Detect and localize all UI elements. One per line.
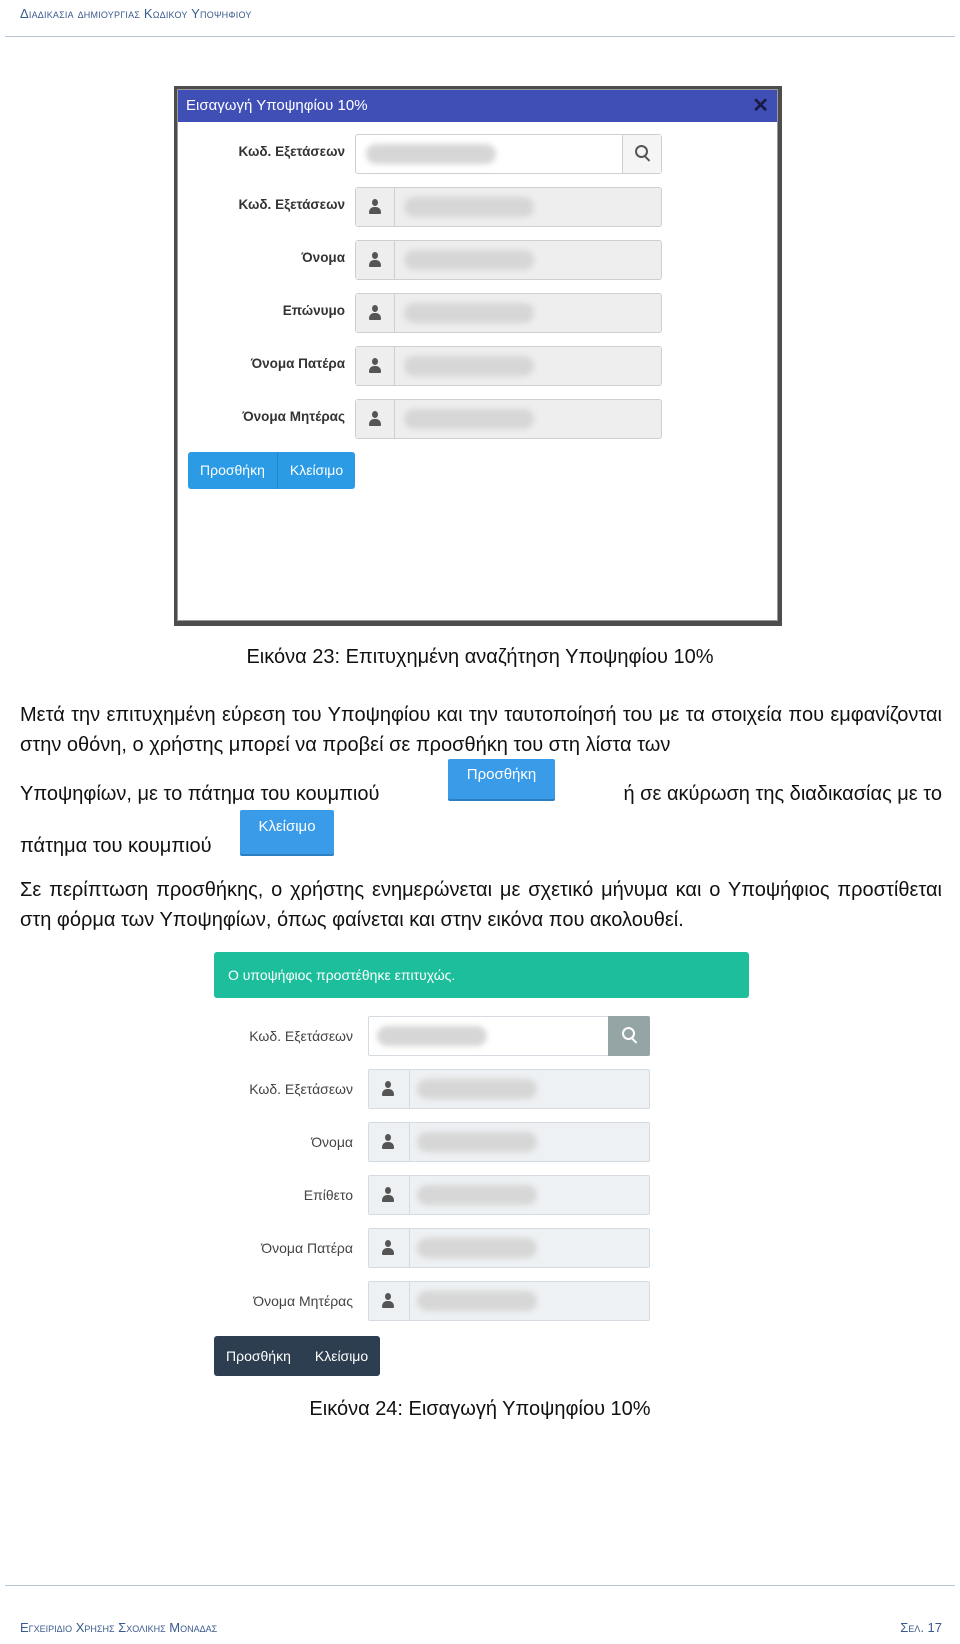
exam-code-field[interactable] (368, 1069, 650, 1109)
form-row-first-name (200, 1122, 660, 1164)
field-addon (356, 188, 395, 226)
field-label: Όνομα (311, 1134, 353, 1150)
footer-divider (5, 1585, 955, 1586)
field-addon (369, 1229, 410, 1267)
user-icon (369, 305, 381, 321)
paragraph-1a: Μετά την επιτυχημένη εύρεση του Υποψηφίου και την ταυτοποίησή του με τα στοιχεία που εμφανίζονται στην οθόνη, ο χρήστης μπορεί να προβεί σε προσθήκη του στη λίστα των (20, 704, 942, 756)
form-row-exam-code-search (178, 134, 777, 174)
user-icon (382, 1081, 394, 1097)
user-icon (382, 1134, 394, 1150)
add-button[interactable]: Προσθήκη (226, 1348, 291, 1364)
blurred-value (404, 250, 534, 270)
close-button[interactable]: Κλείσιμο (277, 452, 355, 489)
user-icon (369, 199, 381, 215)
close-icon[interactable]: ✕ (752, 95, 769, 117)
user-icon (369, 358, 381, 374)
field-label: Επώνυμο (282, 303, 345, 318)
form-row-first-name (178, 240, 777, 280)
form-row-exam-code (178, 187, 777, 227)
field-label: Επίθετο (303, 1187, 353, 1203)
form-row-father-name (200, 1228, 660, 1270)
field-addon (369, 1176, 410, 1214)
footer-title: Εγχειριδιο Χρησης Σχολικης Μοναδας (20, 1620, 218, 1635)
user-icon (382, 1293, 394, 1309)
form-row-exam-code (200, 1069, 660, 1111)
field-label: Όνομα (301, 250, 345, 265)
field-addon (356, 347, 395, 385)
form-row-surname (200, 1175, 660, 1217)
dialog-title: Εισαγωγή Υποψηφίου 10% (186, 97, 368, 114)
dialog-titlebar (178, 90, 777, 122)
user-icon (382, 1187, 394, 1203)
success-alert: Ο υποψήφιος προστέθηκε επιτυχώς. (214, 952, 749, 998)
field-label: Όνομα Μητέρας (253, 1293, 353, 1309)
search-button[interactable] (622, 135, 661, 173)
blurred-value (417, 1238, 537, 1258)
paragraph-2: Σε περίπτωση προσθήκης, ο χρήστης ενημερώνεται με σχετικό μήνυμα και ο Υποψήφιος προστίθεται στη φόρμα των Υποψηφίων, όπως φαίνεται και στην εικόνα που ακολουθεί. (20, 879, 942, 931)
page-header: Διαδικασια δημιουργιας Κωδικου Υποψηφιου (20, 6, 252, 21)
blurred-value (377, 1026, 487, 1046)
first-name-field[interactable] (368, 1122, 650, 1162)
blurred-value (404, 197, 534, 217)
mother-name-field[interactable] (368, 1281, 650, 1321)
header-divider (5, 36, 955, 37)
exam-code-field[interactable] (355, 187, 662, 227)
user-icon (382, 1240, 394, 1256)
field-addon (369, 1123, 410, 1161)
add-button[interactable]: Προσθήκη (200, 462, 265, 478)
user-icon (369, 252, 381, 268)
paragraph-1b-left: Υποψηφίων, με το πάτημα του κουμπιού (20, 783, 380, 805)
field-addon (356, 294, 395, 332)
form-button-group (214, 1336, 380, 1376)
surname-field[interactable] (368, 1175, 650, 1215)
search-button[interactable] (608, 1016, 650, 1056)
inline-add-button: Προσθήκη (448, 759, 555, 799)
field-addon (356, 241, 395, 279)
father-name-field[interactable] (355, 346, 662, 386)
form-row-father-name (178, 346, 777, 386)
exam-code-search-input[interactable] (355, 134, 662, 174)
inline-close-button: Κλείσιμο (240, 810, 334, 854)
field-label: Κωδ. Εξετάσεων (238, 197, 345, 212)
father-name-field[interactable] (368, 1228, 650, 1268)
blurred-value (417, 1291, 537, 1311)
form-row-mother-name (200, 1281, 660, 1323)
field-addon (356, 400, 395, 438)
dialog-button-group (188, 452, 355, 489)
search-icon (622, 1027, 635, 1040)
page-number: Σελ. 17 (900, 1620, 942, 1635)
exam-code-search-input[interactable] (368, 1016, 650, 1056)
field-addon (369, 1282, 410, 1320)
blurred-value (417, 1132, 537, 1152)
blurred-value (404, 356, 534, 376)
blurred-value (417, 1185, 537, 1205)
close-button[interactable]: Κλείσιμο (314, 1348, 369, 1364)
field-label: Όνομα Μητέρας (242, 409, 345, 424)
search-icon (635, 145, 648, 158)
figure-23-caption: Εικόνα 23: Επιτυχημένη αναζήτηση Υποψηφίου 10% (246, 646, 714, 668)
dialog-window (177, 89, 778, 621)
paragraph-1b-right: ή σε ακύρωση της διαδικασίας με το (623, 783, 942, 805)
field-label: Όνομα Πατέρα (250, 356, 345, 371)
mother-name-field[interactable] (355, 399, 662, 439)
figure-23-dialog-screenshot (174, 86, 782, 626)
figure-24-caption: Εικόνα 24: Εισαγωγή Υποψηφίου 10% (309, 1398, 651, 1420)
blurred-value (404, 303, 534, 323)
user-icon (369, 411, 381, 427)
paragraph-1c: πάτημα του κουμπιού (20, 835, 212, 857)
field-addon (369, 1070, 410, 1108)
field-label: Όνομα Πατέρα (261, 1240, 353, 1256)
blurred-value (404, 409, 534, 429)
field-label: Κωδ. Εξετάσεων (249, 1081, 353, 1097)
field-label: Κωδ. Εξετάσεων (238, 144, 345, 159)
first-name-field[interactable] (355, 240, 662, 280)
blurred-value (417, 1079, 537, 1099)
blurred-value (366, 144, 496, 164)
form-row-mother-name (178, 399, 777, 439)
field-label: Κωδ. Εξετάσεων (249, 1028, 353, 1044)
form-row-last-name (178, 293, 777, 333)
form-row-exam-code-search (200, 1016, 660, 1058)
last-name-field[interactable] (355, 293, 662, 333)
